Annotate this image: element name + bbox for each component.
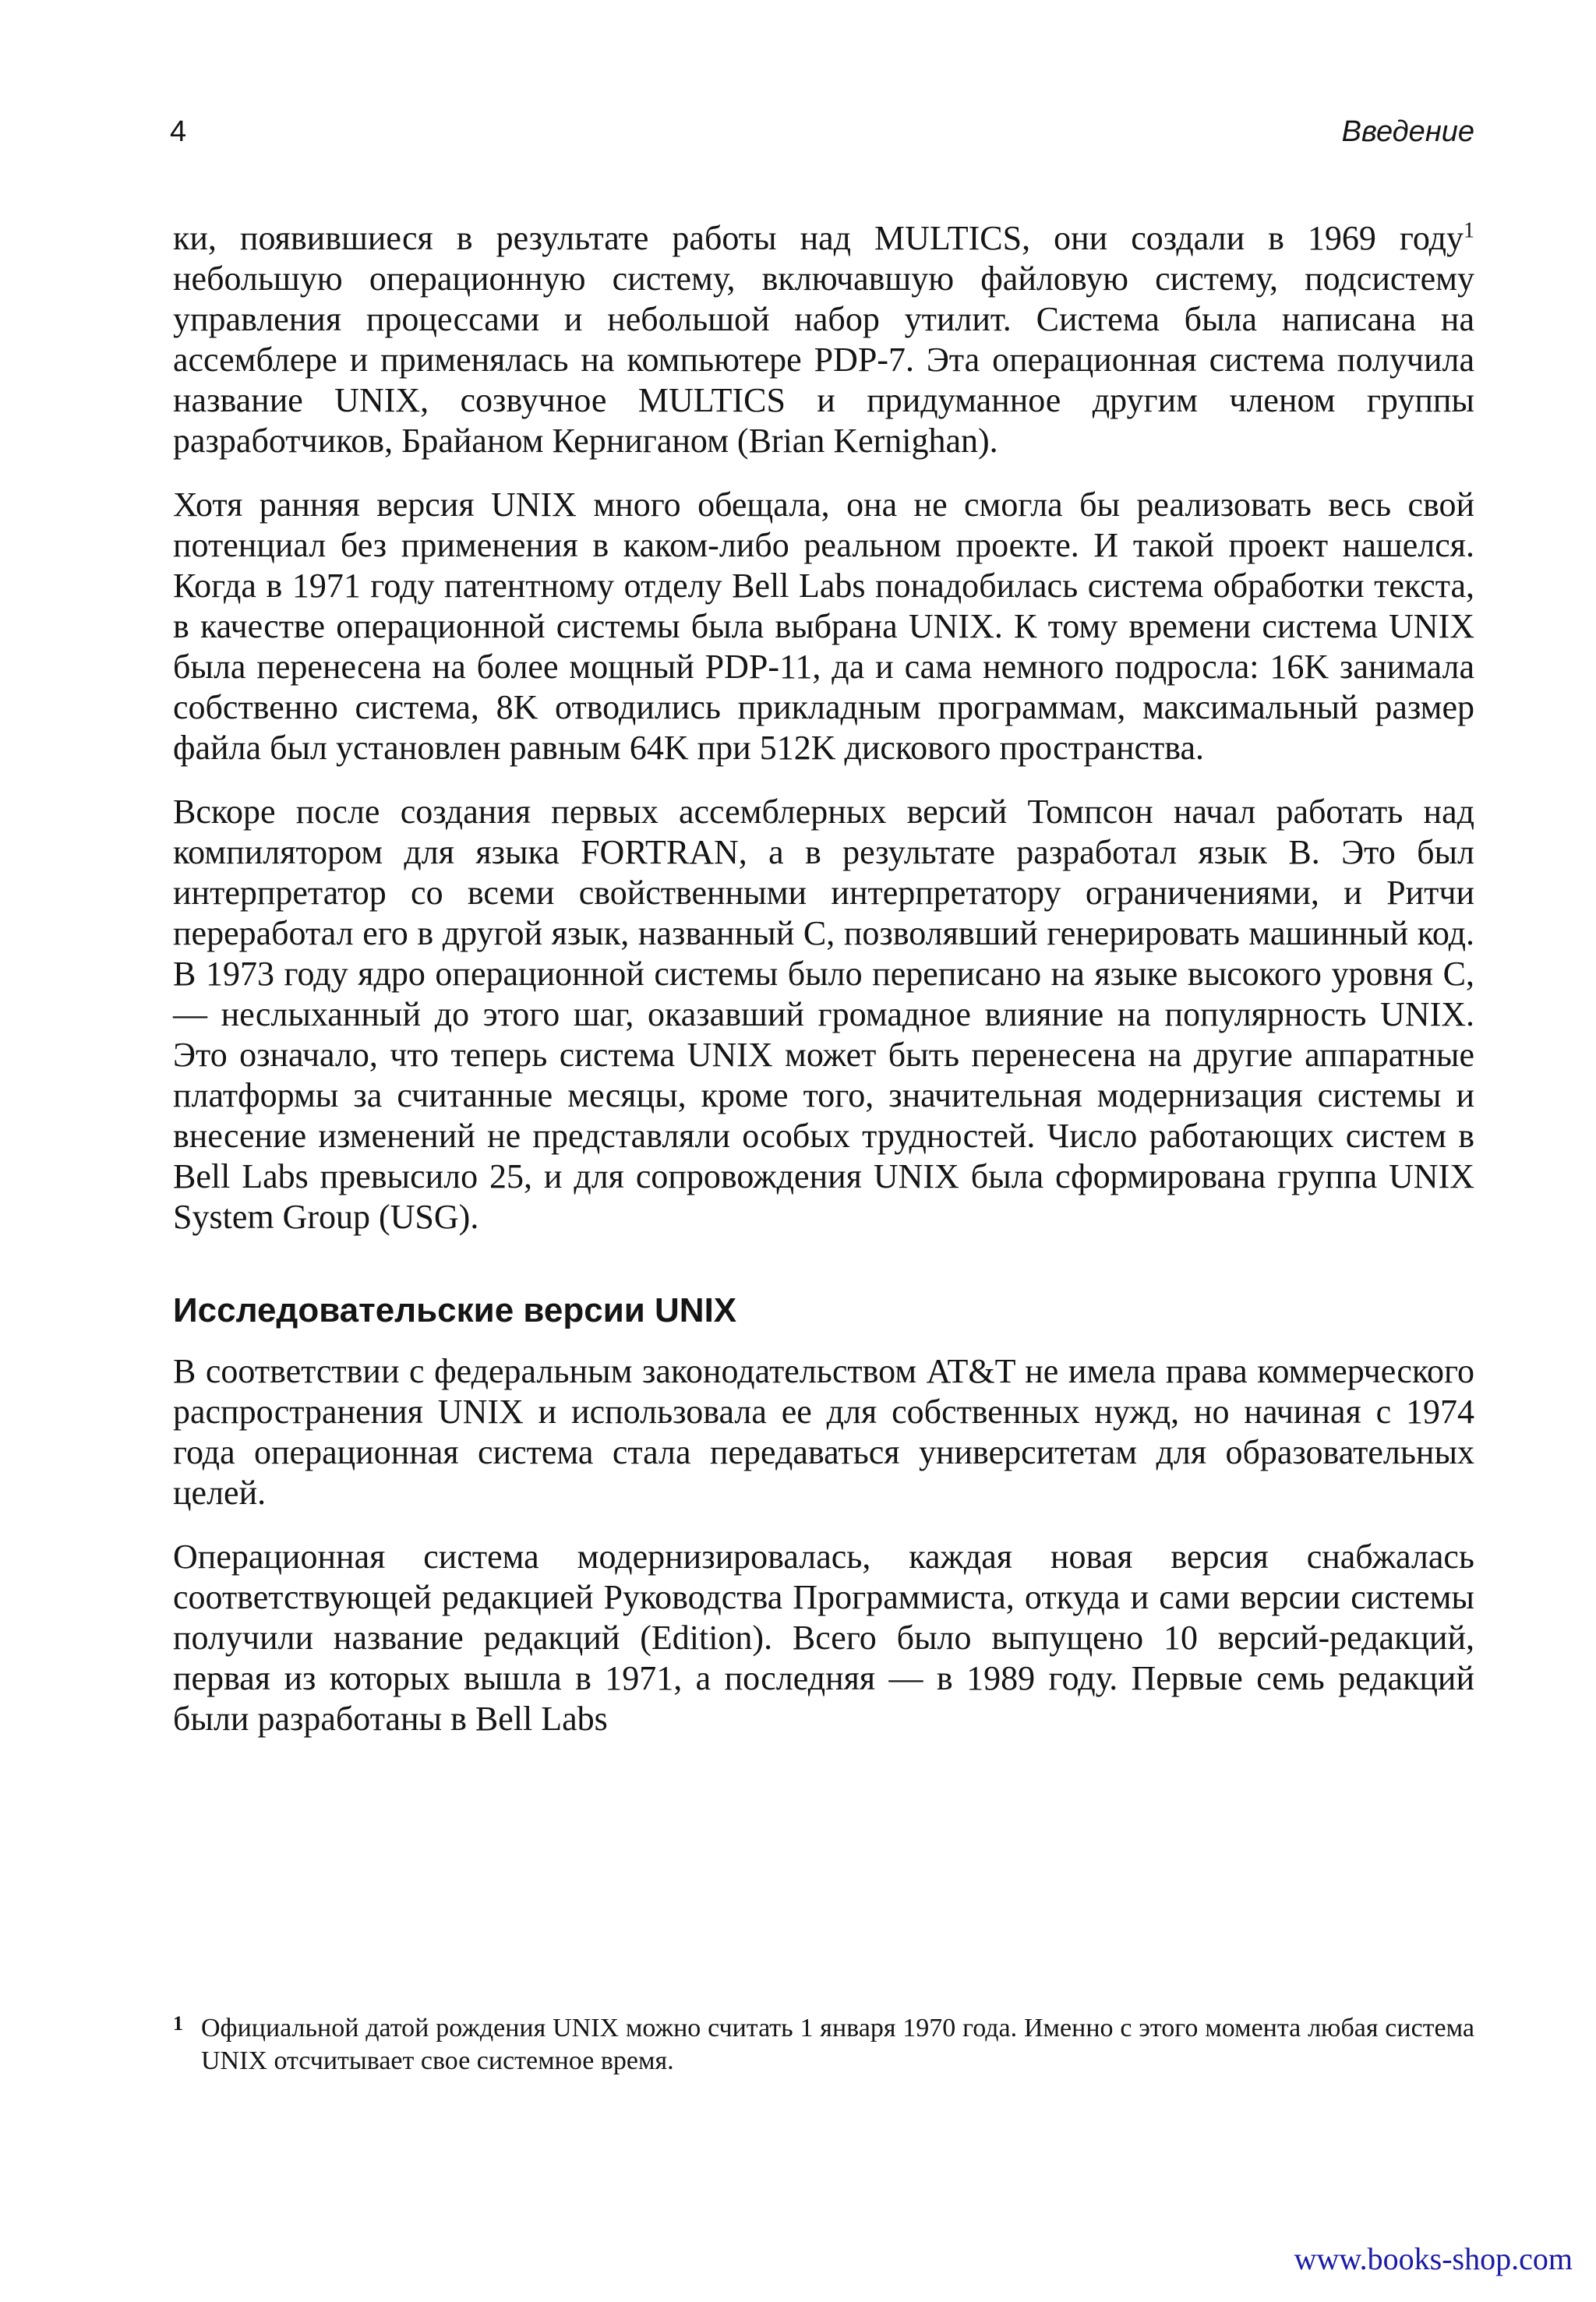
paragraph-1-part-b: небольшую операционную систему, включавшую файловую систему, подсистему управления процессами и небольшой набор утилит. Система была написана на ассемблере и применялась на компьютере PDP-7. Эта операционная система получила название UNIX, созвучное MULTICS и придуманное другим членом группы разработчиков, Брайаном Керниганом (Brian Kernighan). — [173, 260, 1474, 460]
watermark-url[interactable]: www.books-shop.com — [1294, 2241, 1573, 2276]
section-heading: Исследовательские версии UNIX — [173, 1291, 737, 1329]
paragraph-3: Вскоре после создания первых ассемблерных версий Томпсон начал работать над компилятором для языка FORTRAN, а в результате разработал язык B. Это был интерпретатор со всеми свойственными интерпретатору ограничениями, и Ритчи переработал его в другой язык, названный C, позволявший генерировать машинный код. В 1973 году ядро операционной системы было переписано на языке высокого уровня C, — неслыханный до этого шаг, оказавший громадное влияние на популярность UNIX. Это означало, что теперь система UNIX может быть перенесена на другие аппаратные платформы за считанные месяцы, кроме того, значительная модернизация системы и внесение изменений не представляли особых трудностей. Число работающих систем в Bell Labs превысило 25, и для сопровождения UNIX была сформирована группа UNIX System Group (USG). — [173, 793, 1474, 1236]
paragraph-1 — [173, 218, 1474, 461]
page-number: 4 — [170, 115, 187, 148]
body-text — [173, 218, 1474, 1763]
running-head: Введение — [1341, 115, 1474, 148]
paragraph-4: В соответствии с федеральным законодательством AT&T не имела права коммерческого распространения UNIX и использовала ее для собственных нужд, но начиная с 1974 года операционная система стала передаваться университетам для образовательных целей. — [173, 1352, 1474, 1512]
footnote-text: Официальной датой рождения UNIX можно считать 1 января 1970 года. Именно с этого момента любая система UNIX отсчитывает свое системное время. — [201, 2014, 1474, 2075]
footnote — [173, 2012, 1474, 2078]
paragraph-2: Хотя ранняя версия UNIX много обещала, она не смогла бы реализовать весь свой потенциал без применения в каком-либо реальном проекте. И такой проект нашелся. Когда в 1971 году патентному отделу Bell Labs понадобилась система обработки текста, в качестве операционной системы была выбрана UNIX. К тому времени система UNIX была перенесена на более мощный PDP-11, да и сама немного подросла: 16K занимала собственно система, 8K отводились прикладным программам, максимальный размер файла был установлен равным 64K при 512K дискового пространства. — [173, 485, 1474, 767]
paragraph-5: Операционная система модернизировалась, каждая новая версия снабжалась соответствующей редакцией Руководства Программиста, откуда и сами версии системы получили название редакций (Edition). Всего было выпущено 10 версий-редакций, первая из которых вышла в 1971, а последняя — в 1989 году. Первые семь редакций были разработаны в Bell Labs — [173, 1538, 1474, 1738]
paragraph-1-part-a: ки, появившиеся в результате работы над MULTICS, они создали в 1969 году — [173, 219, 1464, 257]
footnote-mark: 1 — [173, 2012, 183, 2035]
footnote-ref[interactable]: 1 — [1464, 218, 1474, 243]
